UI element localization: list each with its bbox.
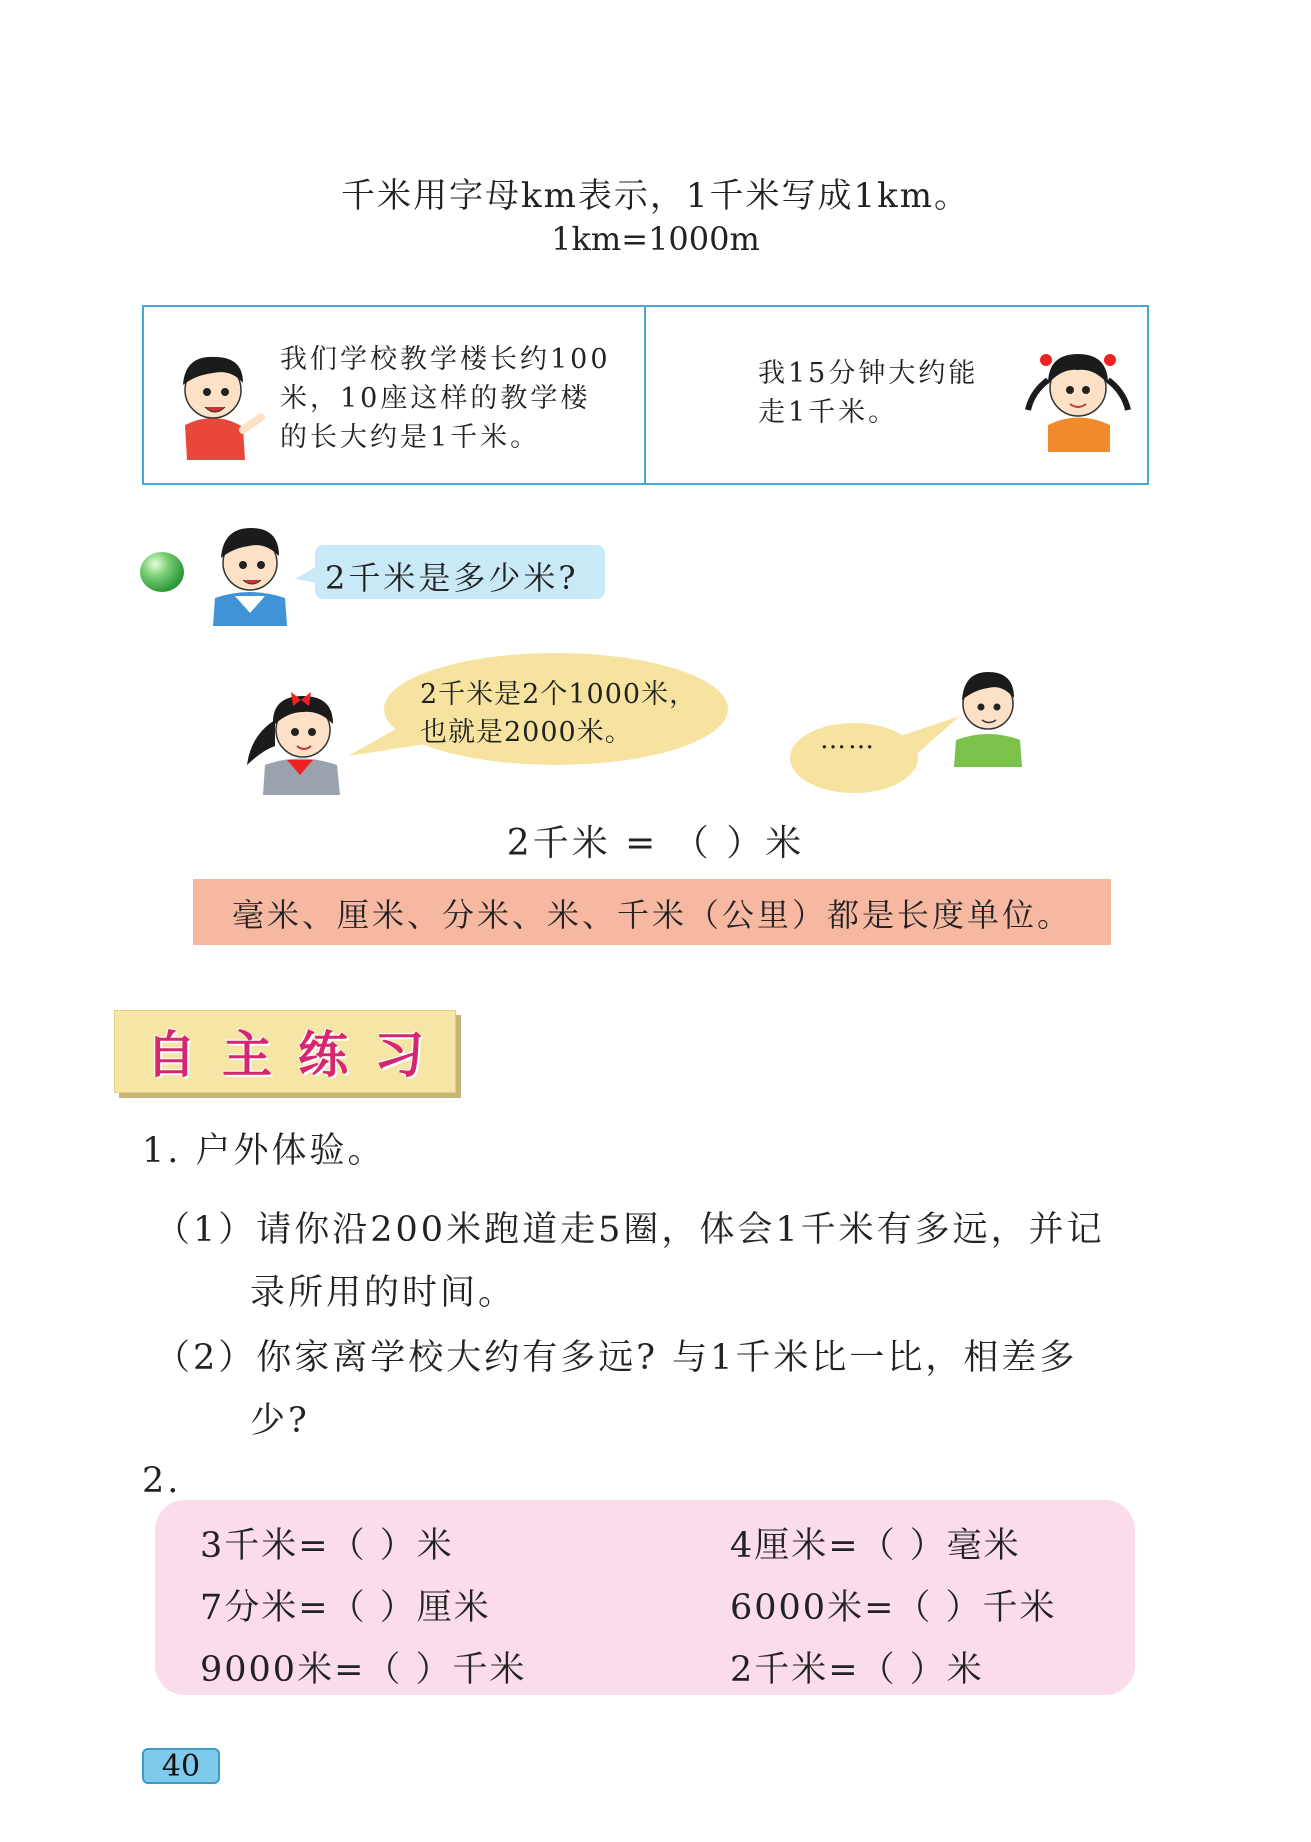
boy-asking-illustration	[205, 518, 295, 626]
exercise-2-title: 2.	[142, 1461, 182, 1501]
fill-blank-item: 6000米=（ ）千米	[730, 1588, 1057, 1628]
exercise-1-part-1-line-1: （1）请你沿200米跑道走5圈，体会1千米有多远，并记	[155, 1210, 1105, 1250]
question-text: 2千米是多少米?	[325, 559, 579, 597]
question-bubble-tail	[295, 565, 319, 585]
equation-line: 2千米 = （ ）米	[506, 823, 805, 864]
boy-pointing-illustration	[165, 345, 265, 460]
fill-blank-item: 4厘米=（ ）毫米	[730, 1526, 1021, 1566]
girl-illustration	[1018, 340, 1138, 455]
exercise-1-part-1-line-2: 录所用的时间。	[250, 1273, 517, 1313]
exercise-1-title: 1. 户外体验。	[142, 1131, 386, 1171]
boy-speech-text: ……	[820, 725, 876, 755]
info-box-left-text: 我们学校教学楼长约100米，10座这样的教学楼的长大约是1千米。	[280, 344, 611, 453]
page-number: 40	[161, 1749, 201, 1784]
girl-speech-text: 2千米是2个1000米，也就是2000米。	[420, 679, 698, 748]
fill-blank-item: 2千米=（ ）米	[730, 1650, 984, 1690]
fill-blank-item: 9000米=（ ）千米	[200, 1650, 527, 1690]
fill-blank-item: 3千米=（ ）米	[200, 1526, 454, 1566]
section-title-text: 自主练习	[146, 1026, 450, 1084]
info-box-right-text: 我15分钟大约能走1千米。	[758, 358, 979, 428]
definition-line-2: 1km=1000m	[551, 220, 760, 258]
definition-line-1: 千米用字母km表示，1千米写成1km。	[341, 176, 970, 216]
info-box-divider	[644, 305, 646, 485]
green-ball-icon	[140, 552, 184, 592]
boy-listening-illustration	[948, 662, 1028, 767]
units-note-text: 毫米、厘米、分米、米、千米（公里）都是长度单位。	[231, 896, 1072, 934]
girl-speaking-illustration	[245, 680, 355, 795]
fill-blank-item: 7分米=（ ）厘米	[200, 1588, 491, 1628]
exercise-1-part-2-line-2: 少?	[250, 1401, 310, 1441]
exercise-1-part-2-line-1: （2）你家离学校大约有多远? 与1千米比一比，相差多	[155, 1338, 1078, 1378]
